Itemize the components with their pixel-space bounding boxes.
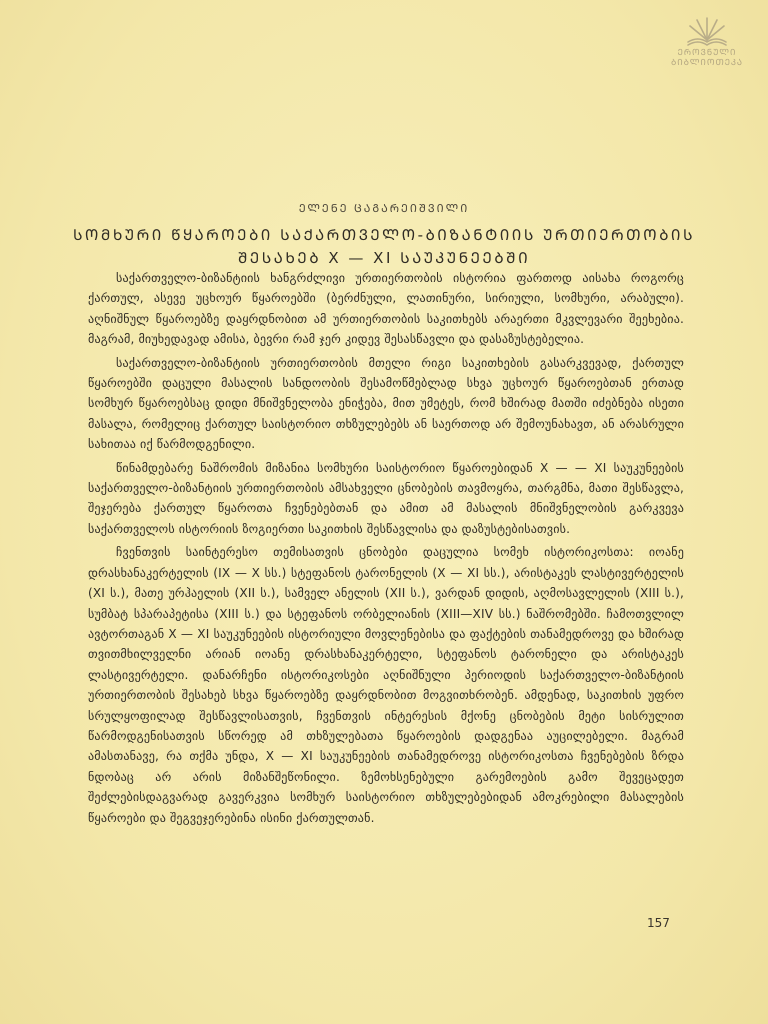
page-number: 157 bbox=[647, 916, 670, 930]
paragraph: საქართველო-ბიზანტიის ხანგრძლივი ურთიერთობის ისტორია ფართოდ აისახა როგორც ქართულ, ასევე უცხოურ წყაროებში (ბერძნული, ლათინური, სირიული, სომხური, არაბული). აღნიშნულ წყაროებზე დაყრდნობით ამ ურთიერთობის საკითხებს არაერთი მკვლევარი შეეხებია. მაგრამ, მიუხედავად ამისა, ბევრი რამ ჯერ კიდევ შესასწავლი და დასაზუსტებელია. bbox=[88, 271, 684, 347]
paragraph: ჩვენთვის საინტერესო თემისათვის ცნობები დაცულია სომეხ ისტორიკოსთა: იოანე დრასხანაკერტელის (IX — X სს.) სტეფანოს ტარონელის (X — XI სს.), არისტაკეს ლასტივერტელის (XI ს.), მათე ურჰაელის (XII ს.), სამველ ანელის (XII ს.), ვარდან დიდის, აღმოსავლელის (XIII ს.), სუმბატ სპარაპეტისა (XIII ს.) და სტეფანოს ორბელიანის (XIII—XIV სს.) ნაშრომებში. ჩამოთვლილ ავტორთაგან X — XI საუკუნეების ისტორიული მოვლენებისა და ფაქტების თანამედროვე და ხშირად თვითმხილველნი არიან იოანე დრასხანაკერტელი, სტეფანოს ტარონელი და არისტაკეს ლასტივერტელი. დანარჩენი ისტორიკოსები აღნიშნული პერიოდის საქართველო-ბიზანტიის ურთიერთობის შესახებ სხვა წყაროებზე დაყრდნობით მოგვითხრობენ. ამდენად, საკითხის უფრო სრულყოფილად შესწავლისათვის, ჩვენთვის ინტერესის მქონე ცნობების მეტი სისრულით წარმოდგენისათვის სწორედ ამ თხზულებათა წყაროების დადგენაა აუცილებელი. მაგრამ ამასთანავე, რა თქმა უნდა, X — XI საუკუნეების თანამედროვე ისტორიკოსთა ჩვენებების ზრდა ნდობაც არ არის მიზანშეწონილი. ზემოხსენებული გარემოების გამო შევეცადეთ შეძლებისდაგვარად გავერკვია სომხურ საისტორიო თხზულებებიდან ამოკრებილი მასალების წყაროები და შეგვეჯერებინა ისინი ქართულთან. bbox=[88, 545, 684, 825]
article-title bbox=[40, 224, 728, 270]
article-title-line-1: ᲡᲝᲛᲮᲣᲠᲘ ᲬᲧᲐᲠᲝᲔᲑᲘ ᲡᲐᲥᲐᲠᲗᲕᲔᲚᲝ-ᲑᲘᲖᲐᲜᲢᲘᲘᲡ ᲣᲠᲗᲘᲔᲠᲗᲝᲑᲘᲡ bbox=[73, 226, 695, 244]
article-body bbox=[88, 268, 684, 831]
article-title-line-2: ᲨᲔᲡᲐᲮᲔᲑ X — XI ᲡᲐᲣᲙᲣᲜᲔᲔᲑᲨᲘ bbox=[237, 249, 531, 267]
book-rays-icon bbox=[685, 12, 729, 48]
article-author: ᲔᲚᲔᲜᲔ ᲪᲐᲒᲐᲠᲔᲘᲨᲕᲘᲚᲘ bbox=[298, 202, 470, 215]
library-logo bbox=[660, 12, 754, 88]
paragraph: საქართველო-ბიზანტიის ურთიერთობის მთელი რიგი საკითხების გასარკვევად, ქართულ წყაროებში დაცული მასალის სანდოობის შესამოწმებლად სხვა უცხოურ წყაროებთან ერთად სომხურ წყაროებსაც დიდი მნიშვნელობა ენიჭება, მით უმეტეს, რომ ხშირად მათში იძებნება ისეთი მასალა, რომელიც ქართულ საისტორიო თხზულებებს ან საერთოდ არ შემოუნახავთ, ან არასრული სახითაა იქ წარმოდგენილი. bbox=[88, 355, 684, 452]
library-logo-text: ᲔᲠᲝᲕᲜᲣᲚᲘ ᲑᲘᲑᲚᲘᲝᲗᲔᲙᲐ bbox=[670, 48, 744, 68]
paragraph: წინამდებარე ნაშრომის მიზანია სომხური საისტორიო წყაროებიდან X — — XI საუკუნეების საქართველო-ბიზანტიის ურთიერთობის ამსახველი ცნობების თავმოყრა, თარგმნა, მათი შესწავლა, შეჯერება ქართულ წყაროთა ჩვენებებთან და ამით ამ მასალის მნიშვნელობის გარკვევა საქართველოს ისტორიის ზოგიერთი საკითხის შესწავლისა და დაზუსტებისათვის. bbox=[88, 460, 684, 536]
